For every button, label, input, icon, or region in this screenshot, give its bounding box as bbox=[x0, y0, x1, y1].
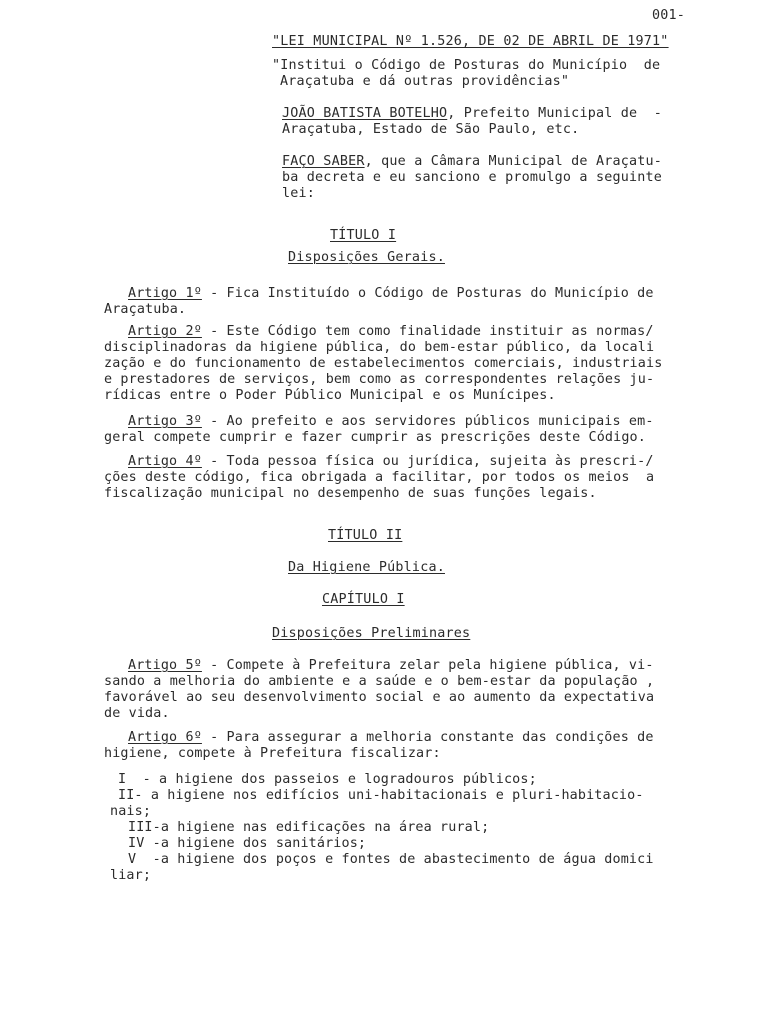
decree-line-3: lei: bbox=[282, 186, 316, 201]
capitulo-1-subheading: Disposições Preliminares bbox=[272, 626, 471, 641]
article-1-line-2: Araçatuba. bbox=[104, 302, 187, 317]
page-number: 001- bbox=[652, 8, 686, 23]
article-1 bbox=[104, 286, 654, 318]
article-4: Artigo 4º - Toda pessoa física ou jurídica, sujeita às prescri-/ ções deste código, fica obrigada a facilitar, por todos os meios a fiscalização municipal no desempenho de suas funções legais. bbox=[104, 454, 655, 501]
titulo-2-subheading: Da Higiene Pública. bbox=[288, 560, 445, 575]
law-title: "LEI MUNICIPAL Nº 1.526, DE 02 DE ABRIL DE 1971" bbox=[272, 34, 669, 49]
article-3-label: Artigo 3º bbox=[128, 414, 202, 429]
list-item: II- a higiene nos edifícios uni-habitacionais e pluri-habitacio- bbox=[118, 788, 644, 803]
list-item: III-a higiene nas edificações na área rural; bbox=[128, 820, 490, 835]
article-6-label: Artigo 6º bbox=[128, 730, 202, 745]
titulo-2-heading: TÍTULO II bbox=[328, 528, 403, 543]
signer-line-2: Araçatuba, Estado de São Paulo, etc. bbox=[282, 122, 580, 137]
signer-name: JOÃO BATISTA BOTELHO bbox=[282, 106, 448, 121]
decree-line-1 bbox=[282, 154, 662, 170]
law-summary-line-1: "Institui o Código de Posturas do Município de bbox=[272, 58, 661, 73]
list-item: nais; bbox=[110, 804, 152, 819]
decree-rest: , que a Câmara Municipal de Araçatu- bbox=[364, 154, 663, 169]
article-5-label: Artigo 5º bbox=[128, 658, 202, 673]
list-item: V -a higiene dos poços e fontes de abastecimento de água domici bbox=[128, 852, 654, 867]
signer-role: , Prefeito Municipal de - bbox=[447, 106, 663, 121]
article-5: Artigo 5º - Compete à Prefeitura zelar pela higiene pública, vi- sando a melhoria do ambiente e a saúde e o bem-estar da população , favorável ao seu desenvolvimento social e ao aumento da expectativa de vida. bbox=[104, 658, 655, 721]
decree-line-2: ba decreta e eu sanciono e promulgo a seguinte bbox=[282, 170, 663, 185]
titulo-1-heading: TÍTULO I bbox=[330, 228, 397, 243]
list-item: liar; bbox=[110, 868, 152, 883]
list-item: I - a higiene dos passeios e logradouros públicos; bbox=[118, 772, 537, 787]
article-2-label: Artigo 2º bbox=[128, 324, 202, 339]
article-1-label: Artigo 1º bbox=[128, 286, 202, 301]
decree-lead: FAÇO SABER bbox=[282, 154, 365, 169]
list-item: IV -a higiene dos sanitários; bbox=[128, 836, 367, 851]
law-summary-line-2: Araçatuba e dá outras providências" bbox=[280, 74, 570, 89]
capitulo-1-heading: CAPÍTULO I bbox=[322, 592, 405, 607]
article-6-items bbox=[110, 772, 654, 884]
article-2: Artigo 2º - Este Código tem como finalidade instituir as normas/ disciplinadoras da higiene pública, do bem-estar público, da locali zação e do funcionamento de estabelecimentos comerciais, industriais e prestadores de serviços, bem como as correspondentes relações ju- rídicas entre o Poder Público Municipal e os Munícipes. bbox=[104, 324, 663, 403]
signer-line-1 bbox=[282, 106, 662, 122]
article-1-line-1: Artigo 1º - Fica Instituído o Código de Posturas do Município de bbox=[128, 286, 654, 301]
titulo-1-subheading: Disposições Gerais. bbox=[288, 250, 445, 265]
article-6: Artigo 6º - Para assegurar a melhoria constante das condições de higiene, compete à Prefeitura fiscalizar: bbox=[104, 730, 654, 761]
article-3: Artigo 3º - Ao prefeito e aos servidores públicos municipais em- geral compete cumprir e fazer cumprir as prescrições deste Código. bbox=[104, 414, 654, 445]
article-4-label: Artigo 4º bbox=[128, 454, 202, 469]
